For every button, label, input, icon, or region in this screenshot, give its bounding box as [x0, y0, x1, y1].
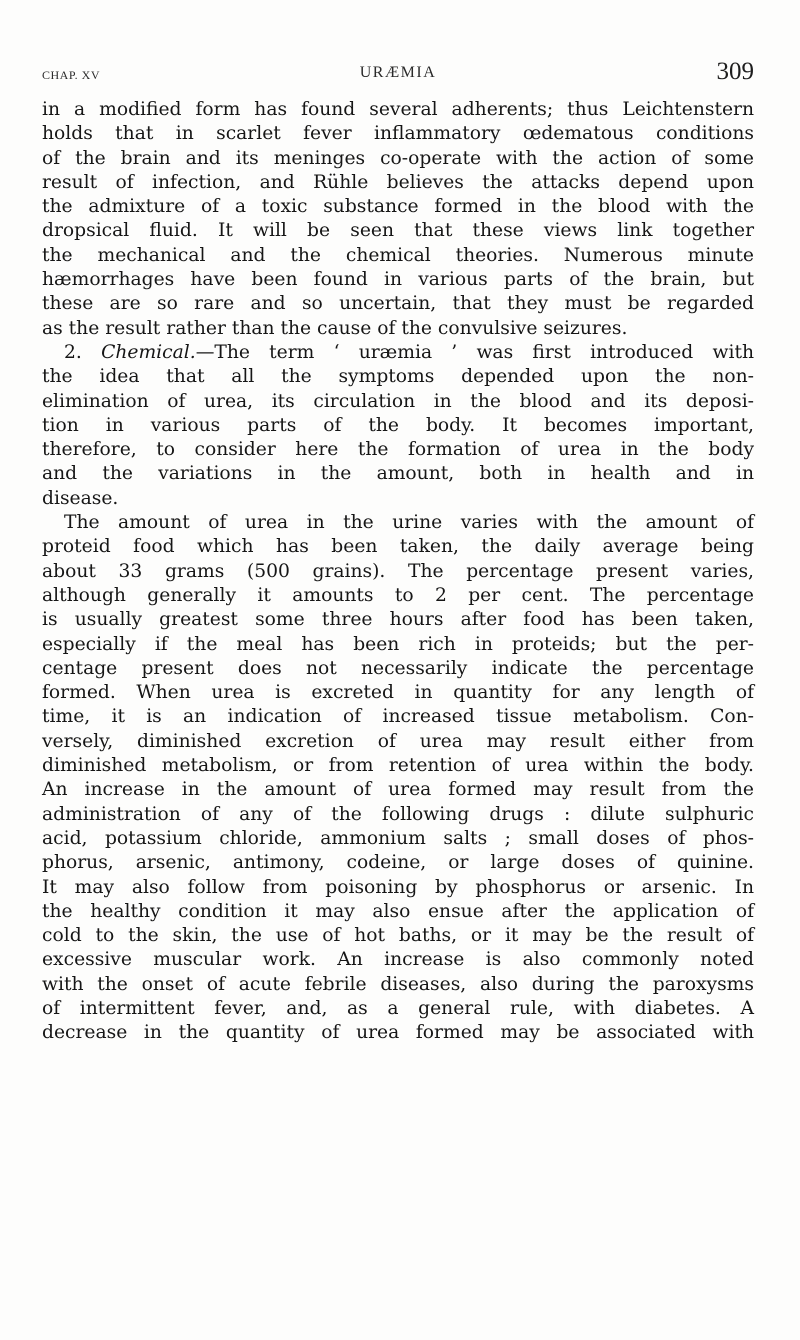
text-line: result of infection, and Rühle believes the attacks depend upon — [42, 171, 754, 193]
text-line: tion in various parts of the body. It becomes important, — [42, 414, 754, 436]
text-line: these are so rare and so uncertain, that they must be regarded — [42, 293, 754, 315]
text-line: holds that in scarlet fever inflammatory œdematous conditions — [42, 123, 754, 145]
text-line: although generally it amounts to 2 per cent. The percentage — [42, 584, 754, 606]
text-line: proteid food which has been taken, the daily average being — [42, 536, 754, 558]
text-line: the admixture of a toxic substance formed in the blood with the — [42, 196, 754, 218]
text-line: and the variations in the amount, both in health and in — [42, 463, 754, 485]
text-line: hæmorrhages have been found in various parts of the brain, but — [42, 269, 754, 291]
text-line: with the onset of acute febrile diseases, also during the paroxysms — [42, 973, 754, 995]
text-line: of the brain and its meninges co-operate with the action of some — [42, 147, 754, 169]
text-line: formed. When urea is excreted in quantity for any length of — [42, 682, 754, 704]
text-line: cold to the skin, the use of hot baths, or it may be the result of — [42, 925, 754, 947]
text-line: of intermittent fever, and, as a general rule, with diabetes. A — [42, 997, 754, 1019]
running-head — [42, 58, 754, 88]
chapter-label: CHAP. XV — [42, 68, 101, 82]
body-text — [42, 98, 754, 1046]
text-line: An increase in the amount of urea formed may result from the — [42, 779, 754, 801]
text-line: versely, diminished excretion of urea may result either from — [42, 730, 754, 752]
text-line: is usually greatest some three hours after food has been taken, — [42, 609, 754, 631]
text-line: time, it is an indication of increased tissue metabolism. Con- — [42, 706, 754, 728]
text-line: excessive muscular work. An increase is also commonly noted — [42, 949, 754, 971]
text-line: dropsical fluid. It will be seen that these views link together — [42, 220, 754, 242]
section-number: 2. — [64, 341, 82, 363]
section-dash: — — [195, 341, 215, 363]
page-number: 309 — [716, 58, 754, 85]
section-heading: Chemical. — [101, 341, 196, 363]
text-line: disease. — [42, 487, 119, 509]
text-line: administration of any of the following drugs : dilute sulphuric — [42, 803, 754, 825]
text-line: It may also follow from poisoning by phosphorus or arsenic. In — [42, 876, 754, 898]
text-line: in a modified form has found several adherents; thus Leichtenstern — [42, 99, 754, 120]
text-line: the mechanical and the chemical theories. Numerous minute — [42, 244, 754, 266]
text-line: decrease in the quantity of urea formed may be associated with — [42, 1022, 754, 1044]
text-line: therefore, to consider here the formation of urea in the body — [42, 439, 754, 461]
section-2-line-text: The term ‘ uræmia ’ was first introduced with — [214, 341, 754, 363]
text-line: centage present does not necessarily indicate the percentage — [42, 657, 754, 679]
text-line: about 33 grams (500 grains). The percentage present varies, — [42, 560, 754, 582]
text-line: as the result rather than the cause of the convulsive seizures. — [42, 317, 628, 339]
text-line: the healthy condition it may also ensue after the application of — [42, 900, 754, 922]
text-line: phorus, arsenic, antimony, codeine, or large doses of quinine. — [42, 852, 754, 874]
text-line: diminished metabolism, or from retention of urea within the body. — [42, 755, 754, 777]
section-2-first-line — [42, 341, 754, 365]
text-line: acid, potassium chloride, ammonium salts ; small doses of phos- — [42, 827, 754, 849]
text-line: The amount of urea in the urine varies with the amount of — [64, 512, 754, 534]
running-title: URÆMIA — [359, 64, 437, 81]
text-line: elimination of urea, its circulation in the blood and its deposi- — [42, 390, 754, 412]
text-line: especially if the meal has been rich in proteids; but the per- — [42, 633, 754, 655]
text-line: the idea that all the symptoms depended upon the non- — [42, 366, 754, 388]
